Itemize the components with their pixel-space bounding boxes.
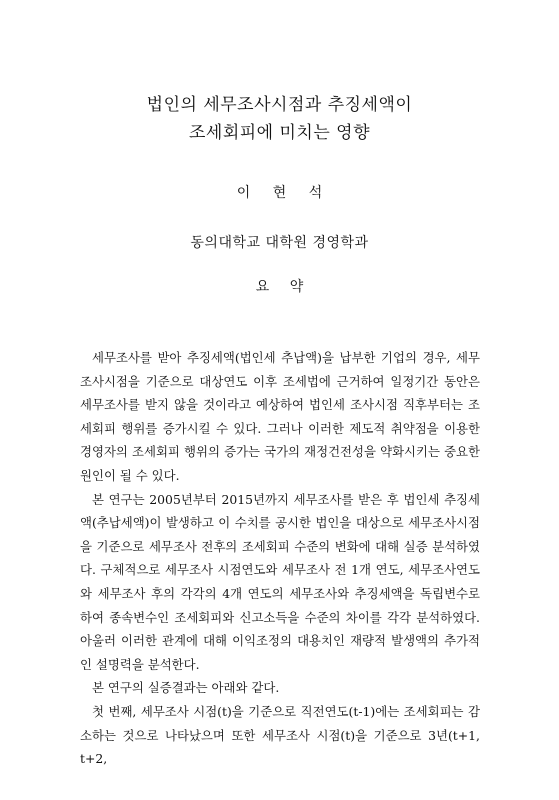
paper-title-line-1: 법인의 세무조사시점과 추징세액이 [146,95,413,115]
abstract-paragraph-4: 첫 번째, 세무조사 시점(t)을 기준으로 직전연도(t-1)에는 조세회피는 감소하는 것으로 나타났으며 또한 세무조사 시점(t)을 기준으로 3년(t+1, t+2, [80,703,480,767]
paper-title-line-2: 조세회피에 미치는 영향 [188,123,371,143]
abstract-body [80,346,480,771]
abstract-paragraph-2: 본 연구는 2005년부터 2015년까지 세무조사를 받은 후 법인세 추징세액(추납세액)이 발생하고 이 수치를 공시한 법인을 대상으로 세무조사시점을 기준으로 세무조사 전후의 조세회피 수준의 변화에 대해 실증 분석하였다. 구체적으로 세무조사 시점연도와 세무조사 전 1개 연도, 세무조사연도와 세무조사 후의 각각의 4개 연도의 세무조사와 추징세액을 독립변수로 하여 종속변수인 조세회피와 신고소득을 수준의 차이를 각각 분석하였다. 아울러 이러한 관계에 대해 이익조정의 대용치인 재량적 발생액의 추가적인 설명력을 분석한다. [80,491,480,672]
author-affiliation: 동의대학교 대학원 경영학과 [190,235,369,251]
abstract-paragraph-1: 세무조사를 받아 추징세액(법인세 추납액)을 납부한 기업의 경우, 세무조사시점을 기준으로 대상연도 이후 조세법에 근거하여 일정기간 동안은 세무조사를 받지 않을 것이라고 예상하여 법인세 조사시점 직후부터는 조세회피 행위를 증가시킬 수 있다. 그러나 이러한 제도적 취약점을 이용한 경영자의 조세회피 행위의 증가는 국가의 재정건전성을 약화시키는 중요한 원인이 될 수 있다. [80,350,480,483]
abstract-heading: 요 약 [255,279,304,295]
abstract-paragraph-3: 본 연구의 실증결과는 아래와 같다. [92,680,280,696]
author-name: 이 현 석 [236,185,332,201]
